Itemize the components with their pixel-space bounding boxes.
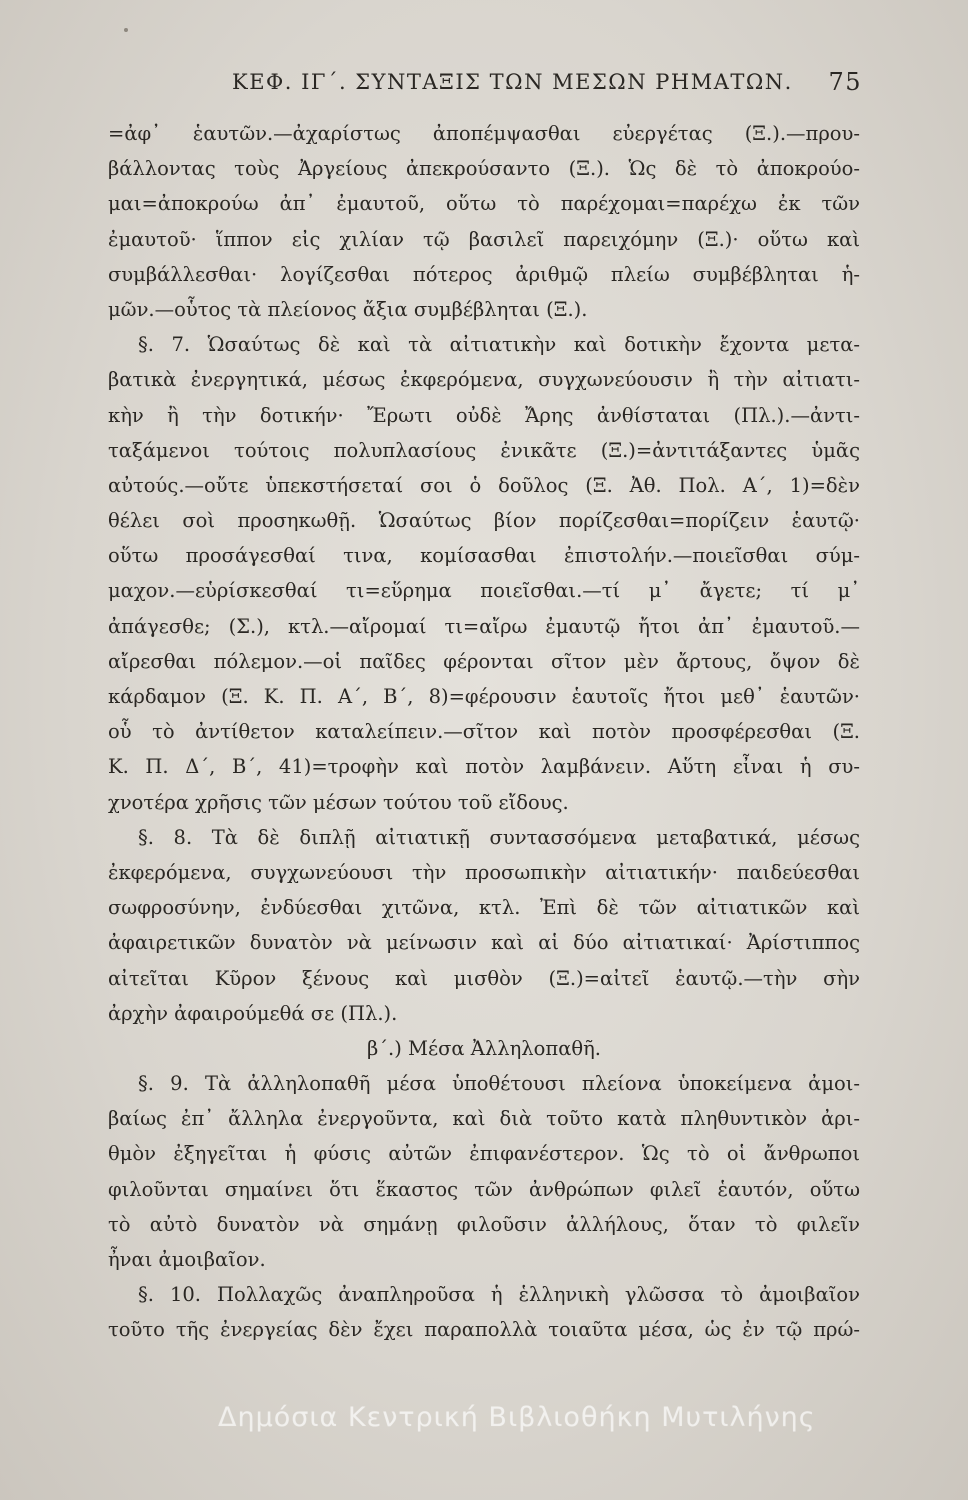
text-line: βατικὰ ἐνεργητικά, μέσως ἐκφερόμενα, συγχωνεύουσιν ἢ τὴν αἰτιατι-	[108, 368, 860, 392]
text-line: τοῦτο τῆς ἐνεργείας δὲν ἔχει παραπολλὰ τοιαῦτα μέσα, ὡς ἐν τῷ πρώ-	[108, 1318, 860, 1342]
text-line: θέλει σοὶ προσηκωθῇ. Ὡσαύτως βίον πορίζεσθαι=πορίζειν ἑαυτῷ·	[108, 509, 860, 533]
text-line: αὐτούς.—οὔτε ὑπεκστήσεταί σοι ὁ δοῦλος (Ξ. Ἀθ. Πολ. Α΄, 1)=δὲν	[108, 473, 860, 497]
chapter-title: ΚΕΦ. ΙΓ΄. ΣΥΝΤΑΞΙΣ ΤΩΝ ΜΕΣΩΝ ΡΗΜΑΤΩΝ.	[232, 70, 793, 94]
text-line: σωφροσύνην, ἐνδύεσθαι χιτῶνα, κτλ. Ἐπὶ δὲ τῶν αἰτιατικῶν καὶ	[108, 896, 860, 920]
text-line: συμβάλλεσθαι· λογίζεσθαι πότερος ἀριθμῷ πλείω συμβέβληται ἡ-	[108, 262, 860, 286]
text-line: ἀπάγεσθε; (Σ.), κτλ.—αἴρομαί τι=αἴρω ἐμαυτῷ ἤτοι ἀπ᾽ ἐμαυτοῦ.—	[108, 614, 860, 638]
paper-speck	[124, 28, 128, 32]
text-line: αἰτεῖται Κῦρον ξένους καὶ μισθὸν (Ξ.)=αἰτεῖ ἑαυτῷ.—τὴν σὴν	[108, 966, 860, 990]
text-line: ἐκφερόμενα, συγχωνεύουσι τὴν προσωπικὴν αἰτιατικήν· παιδεύεσθαι	[108, 860, 860, 884]
text-line: ἀφαιρετικῶν δυνατὸν νὰ μείνωσιν καὶ αἱ δύο αἰτιατικαί· Ἀρίστιππος	[108, 931, 860, 955]
text-line: μαχον.—εὑρίσκεσθαί τι=εὕρημα ποιεῖσθαι.—τί μ᾽ ἄγετε; τί μ᾽	[108, 579, 860, 603]
page-number: 75	[828, 68, 862, 96]
text-line: ἐμαυτοῦ· ἵππον εἰς χιλίαν τῷ βασιλεῖ παρειχόμην (Ξ.)· οὕτω καὶ	[108, 227, 860, 251]
library-watermark: Δημόσια Κεντρική Βιβλιοθήκη Μυτιλήνης	[218, 1402, 816, 1433]
text-line: =ἀφ᾽ ἑαυτῶν.—ἀχαρίστως ἀποπέμψασθαι εὐεργέτας (Ξ.).—πρου-	[108, 122, 860, 145]
text-line: Κ. Π. Δ΄, Β΄, 41)=τροφὴν καὶ ποτὸν λαμβάνειν. Αὕτη εἶναι ἡ συ-	[108, 755, 860, 779]
text-line: φιλοῦνται σημαίνει ὅτι ἕκαστος τῶν ἀνθρώπων φιλεῖ ἑαυτόν, οὕτω	[108, 1177, 860, 1201]
text-line: αἴρεσθαι πόλεμον.—οἱ παῖδες φέρονται σῖτον μὲν ἄρτους, ὄψον δὲ	[108, 649, 860, 673]
text-line: τὸ αὐτὸ δυνατὸν νὰ σημάνῃ φιλοῦσιν ἀλλήλους, ὅταν τὸ φιλεῖν	[108, 1212, 860, 1236]
text-line: χνοτέρα χρῆσις τῶν μέσων τούτου τοῦ εἴδους.	[108, 790, 569, 814]
subsection-heading: β΄.) Μέσα Ἀλληλοπαθῆ.	[367, 1036, 601, 1060]
text-body	[108, 116, 860, 1348]
text-line: ἦναι ἀμοιβαῖον.	[108, 1248, 266, 1271]
text-line: οὗ τὸ ἀντίθετον καταλείπειν.—σῖτον καὶ ποτὸν προσφέρεσθαι (Ξ.	[108, 720, 860, 744]
text-line: βαίως ἐπ᾽ ἄλληλα ἐνεργοῦντα, καὶ διὰ τοῦτο κατὰ πληθυντικὸν ἀρι-	[108, 1107, 860, 1131]
section-10-start: §. 10. Πολλαχῶς ἀναπληροῦσα ἡ ἑλληνικὴ γλῶσσα τὸ ἀμοιβαῖον	[138, 1283, 860, 1307]
text-line: ἀρχὴν ἀφαιρούμεθά σε (Πλ.).	[108, 1001, 398, 1025]
section-9-start: §. 9. Τὰ ἀλληλοπαθῆ μέσα ὑποθέτουσι πλείονα ὑποκείμενα ἀμοι-	[138, 1072, 860, 1096]
section-7-start: §. 7. Ὡσαύτως δὲ καὶ τὰ αἰτιατικὴν καὶ δοτικὴν ἔχοντα μετα-	[138, 333, 860, 357]
text-line: μαι=ἀποκρούω ἀπ᾽ ἐμαυτοῦ, οὕτω τὸ παρέχομαι=παρέχω ἐκ τῶν	[108, 192, 860, 216]
text-line: κάρδαμον (Ξ. Κ. Π. Α΄, Β΄, 8)=φέρουσιν ἑαυτοῖς ἤτοι μεθ᾽ ἑαυτῶν·	[108, 685, 860, 708]
text-line: θμὸν ἐξηγεῖται ἡ φύσις αὐτῶν ἐπιφανέστερον. Ὡς τὸ οἱ ἄνθρωποι	[108, 1142, 860, 1166]
running-header	[232, 62, 862, 102]
text-line: βάλλοντας τοὺς Ἀργείους ἀπεκρούσαντο (Ξ.). Ὡς δὲ τὸ ἀποκρούο-	[108, 157, 860, 181]
text-line: οὕτω προσάγεσθαί τινα, κομίσασθαι ἐπιστολήν.—ποιεῖσθαι σύμ-	[108, 544, 860, 568]
text-line: μῶν.—οὗτος τὰ πλείονος ἄξια συμβέβληται (Ξ.).	[108, 297, 588, 321]
section-8-start: §. 8. Τὰ δὲ διπλῇ αἰτιατικῇ συντασσόμενα μεταβατικά, μέσως	[138, 825, 860, 849]
text-line: ταξάμενοι τούτοις πολυπλασίους ἐνικᾶτε (Ξ.)=ἀντιτάξαντες ὑμᾶς	[108, 438, 860, 462]
text-line: κὴν ἢ τὴν δοτικήν· Ἔρωτι οὐδὲ Ἄρης ἀνθίσταται (Πλ.).—ἀντι-	[108, 403, 860, 427]
